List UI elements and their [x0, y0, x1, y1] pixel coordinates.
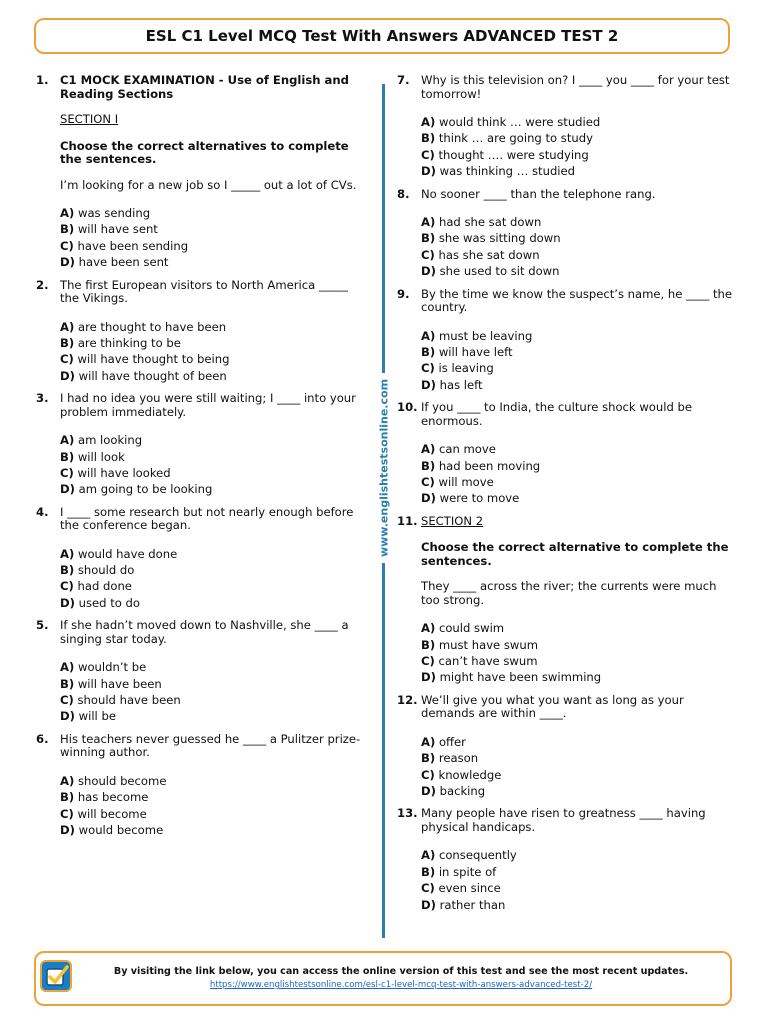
- question-number: 10.: [397, 400, 418, 415]
- option-b[interactable]: B) reason: [421, 751, 479, 766]
- page-title: ESL C1 Level MCQ Test With Answers ADVANCED TEST 2: [145, 27, 619, 45]
- online-version-link[interactable]: https://www.englishtestsonline.com/esl-c1-level-mcq-test-with-answers-advanced-test-2/: [209, 980, 593, 990]
- option-c[interactable]: C) will move: [421, 474, 494, 489]
- option-b[interactable]: B) should do: [60, 563, 135, 578]
- question-number: 8.: [397, 186, 410, 201]
- option-c[interactable]: C) is leaving: [421, 361, 494, 376]
- option-c[interactable]: C) will have thought to being: [60, 352, 230, 367]
- option-c[interactable]: C) can’t have swum: [421, 654, 538, 669]
- option-d[interactable]: D) will be: [60, 709, 116, 724]
- question-number: 11.: [397, 513, 418, 528]
- option-a[interactable]: A) wouldn’t be: [60, 660, 147, 675]
- option-b[interactable]: B) will have been: [60, 676, 162, 691]
- question-stem: They ____ across the river; the currents were much too strong.: [421, 579, 717, 607]
- question-number: 2.: [36, 277, 49, 292]
- question-number: 7.: [397, 73, 410, 87]
- option-a[interactable]: A) could swim: [421, 621, 505, 636]
- question-1: [36, 74, 364, 271]
- question-stem: The first European visitors to North America _____ the Vikings.: [60, 277, 348, 306]
- question-stem: Many people have risen to greatness ____ having physical handicaps.: [421, 806, 706, 834]
- option-a[interactable]: A) offer: [421, 734, 466, 749]
- option-a[interactable]: A) can move: [421, 442, 496, 457]
- right-column: [397, 74, 737, 921]
- question-7: [397, 74, 737, 180]
- question-number: 6.: [36, 731, 49, 746]
- option-b[interactable]: B) will look: [60, 449, 125, 464]
- option-d[interactable]: D) would become: [60, 822, 164, 837]
- option-d[interactable]: D) has left: [421, 377, 483, 392]
- option-d[interactable]: D) am going to be looking: [60, 482, 213, 497]
- question-stem: No sooner ____ than the telephone rang.: [421, 186, 656, 201]
- option-d[interactable]: D) will have thought of been: [60, 368, 227, 383]
- question-stem: I’m looking for a new job so I _____ out a lot of CVs.: [60, 177, 357, 192]
- option-a[interactable]: A) was sending: [60, 206, 151, 220]
- option-c[interactable]: C) knowledge: [421, 767, 502, 782]
- option-a[interactable]: A) must be leaving: [421, 328, 533, 343]
- exam-title: C1 MOCK EXAMINATION - Use of English and Reading Sections: [60, 73, 349, 101]
- website-watermark: www.englishtestsonline.com: [374, 373, 393, 563]
- question-number: 13.: [397, 806, 418, 821]
- question-number: 3.: [36, 391, 49, 406]
- option-a[interactable]: A) would think … were studied: [421, 115, 601, 129]
- section-title: SECTION I: [60, 112, 119, 126]
- option-d[interactable]: D) have been sent: [60, 255, 169, 270]
- question-stem: We’ll give you what you want as long as your demands are within ____.: [421, 692, 684, 721]
- option-b[interactable]: B) has become: [60, 790, 149, 805]
- question-stem: I had no idea you were still waiting; I ____ into your problem immediately.: [60, 391, 356, 419]
- question-stem: If she hadn’t moved down to Nashville, she ____ a singing star today.: [60, 618, 349, 646]
- option-b[interactable]: B) will have sent: [60, 222, 158, 237]
- question-number: 4.: [36, 504, 49, 519]
- option-b[interactable]: B) must have swum: [421, 637, 539, 652]
- question-number: 9.: [397, 286, 410, 301]
- option-a[interactable]: A) should become: [60, 773, 167, 788]
- question-13: [397, 807, 737, 913]
- question-stem: If you ____ to India, the culture shock would be enormous.: [421, 400, 693, 428]
- checkbox-logo-icon: [40, 960, 72, 992]
- option-d[interactable]: D) might have been swimming: [421, 670, 602, 685]
- question-10: [397, 401, 737, 507]
- test-title-box: [34, 18, 730, 54]
- question-number: 5.: [36, 618, 49, 633]
- option-b[interactable]: B) are thinking to be: [60, 335, 181, 350]
- option-d[interactable]: D) she used to sit down: [421, 264, 560, 279]
- option-a[interactable]: A) are thought to have been: [60, 319, 227, 334]
- question-stem: By the time we know the suspect’s name, he ____ the country.: [421, 286, 732, 315]
- option-b[interactable]: B) will have left: [421, 345, 513, 360]
- question-2: [36, 279, 364, 385]
- question-number: 12.: [397, 692, 418, 707]
- instruction: Choose the correct alternative to complete the sentences.: [421, 540, 729, 568]
- option-c[interactable]: C) will become: [60, 806, 147, 821]
- option-d[interactable]: D) rather than: [421, 897, 506, 912]
- question-3: [36, 392, 364, 498]
- footer-box: [34, 951, 732, 1006]
- question-5: [36, 619, 364, 725]
- question-8: [397, 188, 737, 280]
- option-d[interactable]: D) was thinking … studied: [421, 164, 576, 179]
- question-9: [397, 288, 737, 394]
- option-b[interactable]: B) in spite of: [421, 864, 497, 879]
- option-c[interactable]: C) had done: [60, 579, 132, 594]
- question-stem: His teachers never guessed he ____ a Pulitzer prize-winning author.: [60, 731, 361, 760]
- question-stem: I ____ some research but not nearly enough before the conference began.: [60, 504, 354, 533]
- option-a[interactable]: A) would have done: [60, 546, 178, 561]
- option-b[interactable]: B) had been moving: [421, 458, 541, 473]
- option-c[interactable]: C) have been sending: [60, 238, 189, 253]
- question-6: [36, 733, 364, 839]
- option-d[interactable]: D) backing: [421, 783, 486, 798]
- option-c[interactable]: C) thought …. were studying: [421, 147, 589, 162]
- question-11: [397, 515, 737, 686]
- option-a[interactable]: A) consequently: [421, 848, 517, 863]
- section-title: SECTION 2: [421, 513, 484, 528]
- question-stem: Why is this television on? I ____ you ____ for your test tomorrow!: [421, 73, 730, 101]
- option-b[interactable]: B) she was sitting down: [421, 231, 561, 246]
- option-c[interactable]: C) has she sat down: [421, 247, 540, 262]
- option-b[interactable]: B) think … are going to study: [421, 131, 593, 146]
- left-column: [36, 74, 364, 846]
- option-c[interactable]: C) should have been: [60, 693, 181, 708]
- option-c[interactable]: C) will have looked: [60, 465, 171, 480]
- option-a[interactable]: A) am looking: [60, 433, 143, 448]
- question-4: [36, 506, 364, 612]
- instruction: Choose the correct alternatives to complete the sentences.: [60, 138, 349, 166]
- footer-text: By visiting the link below, you can access the online version of this test and see the most recent updates.: [113, 966, 689, 977]
- option-d[interactable]: D) were to move: [421, 491, 520, 506]
- option-a[interactable]: A) had she sat down: [421, 215, 542, 230]
- option-c[interactable]: C) even since: [421, 881, 501, 896]
- question-number: 1.: [36, 73, 49, 87]
- question-12: [397, 694, 737, 800]
- option-d[interactable]: D) used to do: [60, 595, 140, 610]
